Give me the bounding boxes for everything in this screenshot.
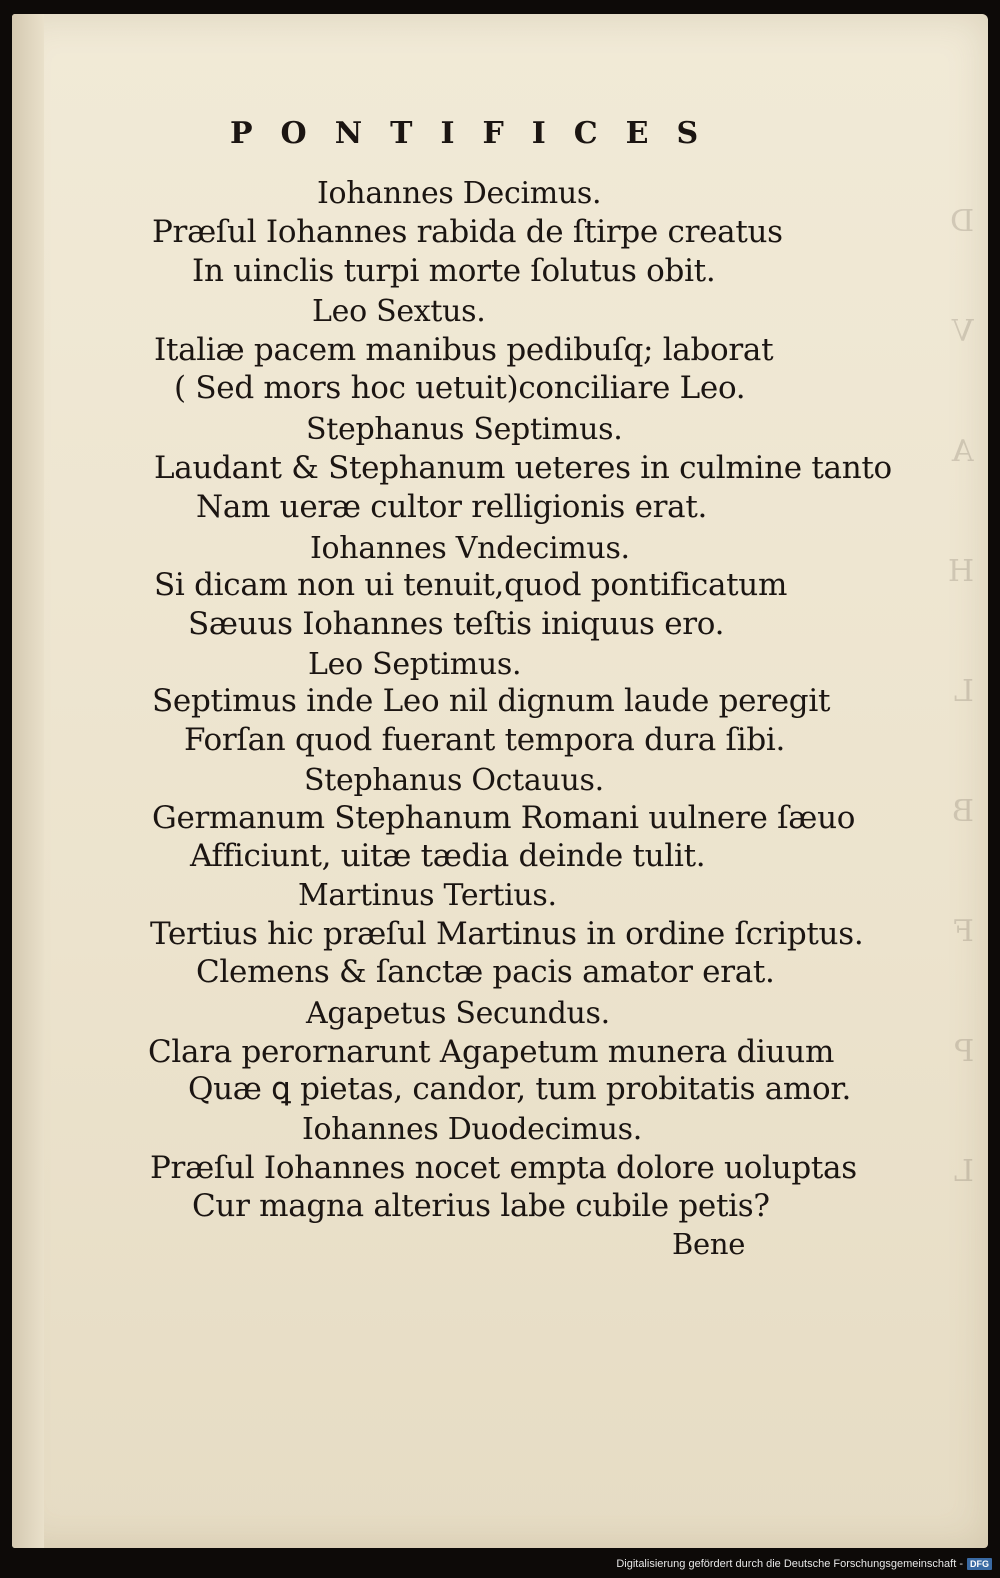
show-through-text: D V A H L B F P L: [947, 204, 974, 1189]
verse-line: Cur magna alterius labe cubile petis?: [192, 1188, 770, 1224]
verse-line: In uinclis turpi morte ſolutus obit.: [192, 253, 716, 289]
verse-line: Si dicam non ui tenuit,quod pontificatum: [154, 567, 788, 603]
pope-name-heading: Agapetus Secundus.: [306, 996, 610, 1031]
pope-name-heading: Martinus Tertius.: [298, 878, 557, 913]
verse-line: Laudant & Stephanum ueteres in culmine tanto: [154, 450, 892, 486]
verse-line: Italiæ pacem manibus pedibuſq; laborat: [154, 332, 774, 368]
verse-line: Tertius hic præſul Martinus in ordine ſcriptus.: [150, 916, 864, 952]
dfg-logo: DFG: [967, 1558, 992, 1570]
pope-name-heading: Iohannes Decimus.: [317, 176, 602, 211]
verse-line: Nam ueræ cultor relligionis erat.: [196, 489, 708, 525]
pope-name-heading: Stephanus Septimus.: [306, 412, 623, 447]
verse-line: Germanum Stephanum Romani uulnere ſæuo: [152, 800, 856, 836]
running-head: PONTIFICES: [230, 116, 727, 151]
verse-line: Præſul Iohannes nocet empta dolore uoluptas: [150, 1150, 857, 1186]
verse-line: Clara perornarunt Agapetum munera diuum: [148, 1034, 835, 1070]
book-page: [12, 14, 988, 1548]
verse-line: Afficiunt, uitæ tædia deinde tulit.: [190, 838, 706, 874]
catchword: Bene: [672, 1227, 746, 1261]
verse-line: Præſul Iohannes rabida de ſtirpe creatus: [152, 214, 783, 250]
verse-line: Forſan quod fuerant tempora dura ſibi.: [184, 722, 786, 758]
verse-line: ( Sed mors hoc uetuit)conciliare Leo.: [174, 370, 746, 406]
verse-line: Sæuus Iohannes teſtis iniquus ero.: [188, 606, 725, 642]
pope-name-heading: Stephanus Octauus.: [304, 763, 604, 798]
verse-line: Clemens & ſanctæ pacis amator erat.: [196, 954, 775, 990]
digitization-footer: [0, 1550, 1000, 1578]
pope-name-heading: Iohannes Vndecimus.: [310, 531, 630, 566]
pope-name-heading: Iohannes Duodecimus.: [302, 1112, 642, 1147]
funding-credit: Digitalisierung gefördert durch die Deutsche Forschungsgemeinschaft -: [616, 1558, 963, 1570]
page-text: [12, 14, 988, 1548]
pope-name-heading: Leo Sextus.: [312, 294, 486, 329]
verse-line: Septimus inde Leo nil dignum laude peregit: [152, 683, 831, 719]
verse-line: Quæ ꝗ pietas, candor, tum probitatis amor.: [188, 1071, 852, 1107]
pope-name-heading: Leo Septimus.: [308, 647, 522, 682]
